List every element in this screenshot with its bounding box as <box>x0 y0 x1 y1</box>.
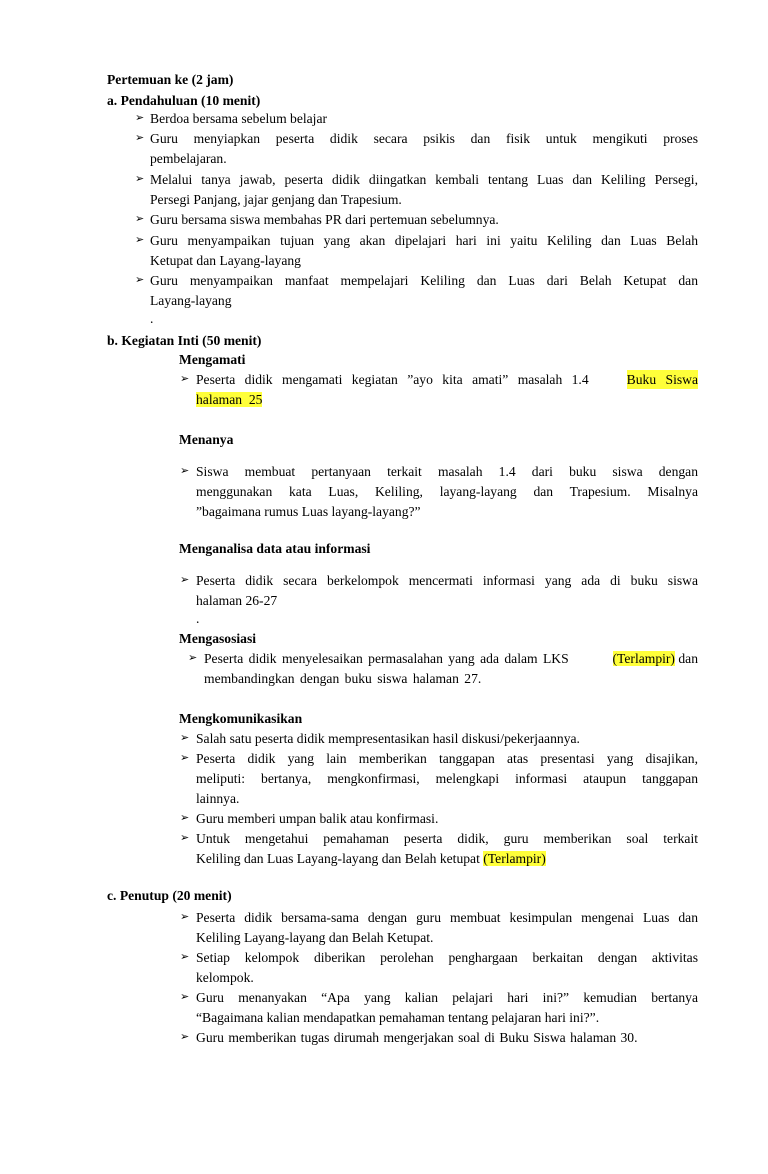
highlight: (Terlampir) <box>483 851 546 866</box>
bullet-arrow-icon: ➢ <box>188 652 198 664</box>
bullet-arrow-icon: ➢ <box>135 112 145 124</box>
list-item-continuation: menggunakan kata Luas, Keliling, layang-layang dan Trapesium. Misalnya <box>196 484 698 499</box>
section-c-heading: c. Penutup (20 menit) <box>107 888 232 903</box>
highlight: halaman <box>196 392 243 407</box>
list-item-continuation: Ketupat dan Layang-layang <box>150 253 301 268</box>
list-item-text: Keliling dan Luas Layang-layang dan Belah ketupat <box>196 851 480 866</box>
bullet-arrow-icon: ➢ <box>135 234 145 246</box>
bullet-arrow-icon: ➢ <box>180 732 190 744</box>
list-item-continuation: meliputi: bertanya, mengkonfirmasi, melengkapi informasi ataupun tanggapan <box>196 771 698 786</box>
bullet-arrow-icon: ➢ <box>180 373 190 385</box>
list-item-tail <box>613 649 699 668</box>
subsection-title: Mengkomunikasikan <box>179 711 303 726</box>
list-item: Peserta didik bersama-sama dengan guru membuat kesimpulan mengenai Luas dan <box>196 910 698 925</box>
list-item-continuation: Layang-layang <box>150 293 232 308</box>
list-item <box>196 370 698 389</box>
list-item: Salah satu peserta didik mempresentasikan hasil diskusi/pekerjaannya. <box>196 731 580 746</box>
list-item: Guru memberi umpan balik atau konfirmasi. <box>196 811 439 826</box>
bullet-arrow-icon: ➢ <box>135 213 145 225</box>
list-item: Guru menyiapkan peserta didik secara psikis dan fisik untuk mengikuti proses <box>150 131 698 146</box>
list-item-text: Peserta didik menyelesaikan permasalahan yang ada dalam LKS <box>204 651 569 666</box>
list-item <box>204 649 698 668</box>
list-item-continuation <box>196 849 546 868</box>
list-item-continuation: pembelajaran. <box>150 151 227 166</box>
list-item: Berdoa bersama sebelum belajar <box>150 111 328 126</box>
trailing-dot: . <box>196 611 200 626</box>
section-b-heading: b. Kegiatan Inti (50 menit) <box>107 333 262 348</box>
bullet-arrow-icon: ➢ <box>180 832 190 844</box>
highlight: 25 <box>248 392 263 407</box>
list-item-continuation: halaman 26-27 <box>196 593 278 608</box>
bullet-arrow-icon: ➢ <box>180 574 190 586</box>
bullet-arrow-icon: ➢ <box>180 812 190 824</box>
list-item: Guru menyampaikan manfaat mempelajari Keliling dan Luas dari Belah Ketupat dan <box>150 273 698 288</box>
subsection-title: Menanya <box>179 432 234 447</box>
list-item-continuation: Keliling Layang-layang dan Belah Ketupat. <box>196 930 434 945</box>
list-item: Guru menanyakan “Apa yang kalian pelajari hari ini?” kemudian bertanya <box>196 990 698 1005</box>
subsection-title: Mengasosiasi <box>179 631 257 646</box>
list-item-continuation: lainnya. <box>196 791 240 806</box>
list-item-continuation: Persegi Panjang, jajar genjang dan Trapesium. <box>150 192 402 207</box>
list-item: Setiap kelompok diberikan perolehan penghargaan berkaitan dengan aktivitas <box>196 950 698 965</box>
trailing-dot: . <box>150 311 154 326</box>
bullet-arrow-icon: ➢ <box>135 132 145 144</box>
list-item: Guru menyampaikan tujuan yang akan dipelajari hari ini yaitu Keliling dan Luas Belah <box>150 233 698 248</box>
bullet-arrow-icon: ➢ <box>180 951 190 963</box>
bullet-arrow-icon: ➢ <box>135 173 145 185</box>
list-item-continuation <box>196 390 262 409</box>
list-item: Guru memberikan tugas dirumah mengerjakan soal di Buku Siswa halaman 30. <box>196 1030 638 1045</box>
subsection-title: Mengamati <box>179 352 246 367</box>
meeting-title: Pertemuan ke (2 jam) <box>107 72 234 87</box>
bullet-arrow-icon: ➢ <box>180 991 190 1003</box>
list-item-text: dan <box>678 651 698 666</box>
list-item: Peserta didik yang lain memberikan tanggapan atas presentasi yang disajikan, <box>196 751 698 766</box>
subsection-title: Menganalisa data atau informasi <box>179 541 371 556</box>
bullet-arrow-icon: ➢ <box>135 274 145 286</box>
list-item: Guru bersama siswa membahas PR dari pertemuan sebelumnya. <box>150 212 499 227</box>
highlight: Buku Siswa <box>626 372 698 387</box>
section-a-heading: a. Pendahuluan (10 menit) <box>107 93 261 108</box>
list-item-text: Peserta didik mengamati kegiatan ”ayo kita amati” masalah 1.4 <box>196 372 589 387</box>
list-item: Untuk mengetahui pemahaman peserta didik, guru memberikan soal terkait <box>196 831 698 846</box>
bullet-arrow-icon: ➢ <box>180 911 190 923</box>
list-item-continuation: kelompok. <box>196 970 254 985</box>
list-item-continuation: “Bagaimana kalian mendapatkan pemahaman tentang pelajaran hari ini?”. <box>196 1010 600 1025</box>
list-item: Peserta didik secara berkelompok mencermati informasi yang ada di buku siswa <box>196 573 698 588</box>
bullet-arrow-icon: ➢ <box>180 1031 190 1043</box>
bullet-arrow-icon: ➢ <box>180 752 190 764</box>
list-item: Siswa membuat pertanyaan terkait masalah 1.4 dari buku siswa dengan <box>196 464 698 479</box>
bullet-arrow-icon: ➢ <box>180 465 190 477</box>
list-item-continuation: ”bagaimana rumus Luas layang-layang?” <box>196 504 421 519</box>
list-item: Melalui tanya jawab, peserta didik diingatkan kembali tentang Luas dan Keliling Persegi, <box>150 172 698 187</box>
highlight: (Terlampir) <box>612 651 675 666</box>
list-item-continuation: membandingkan dengan buku siswa halaman 27. <box>204 671 482 686</box>
